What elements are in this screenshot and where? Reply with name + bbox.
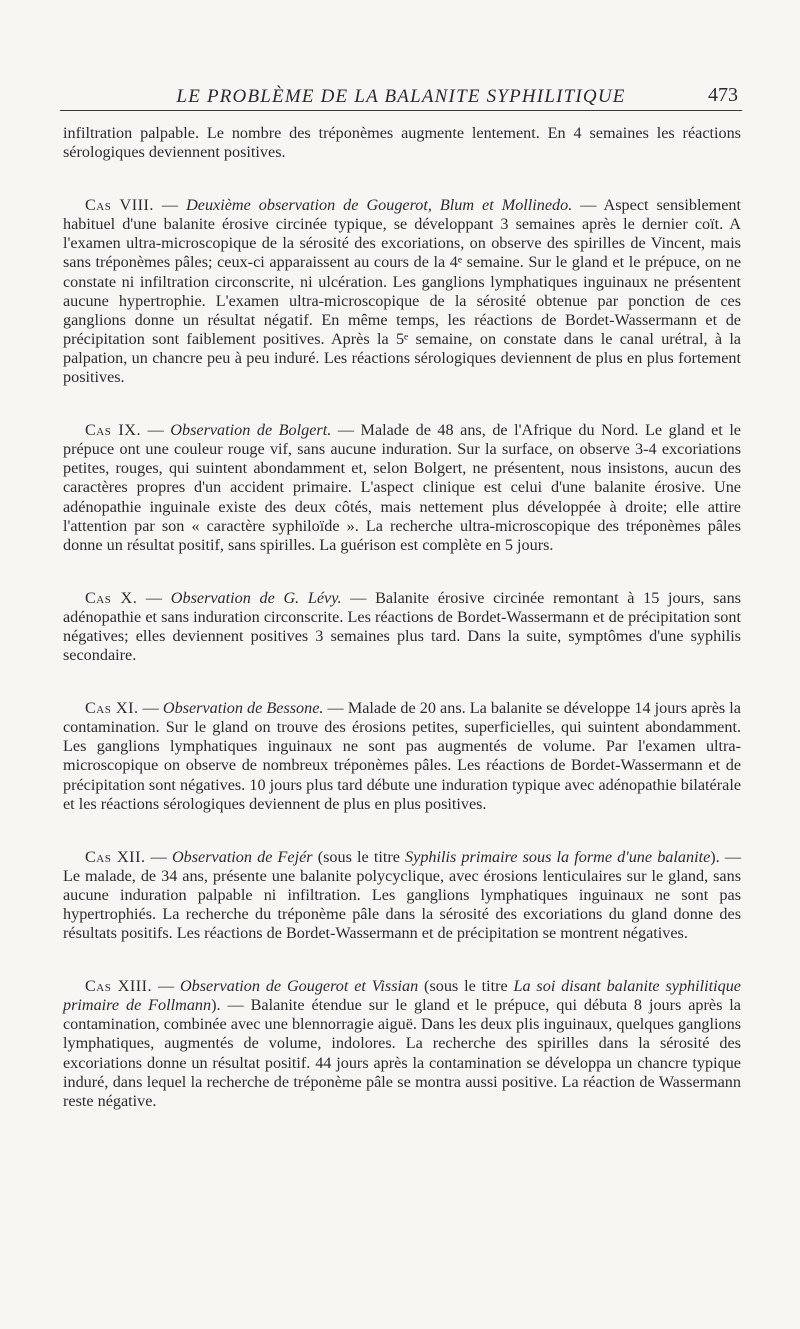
observation-title: Observation de Fejér	[171, 847, 313, 866]
observation-title-after: —	[331, 421, 361, 440]
observation-title-after: (sous le titre	[418, 977, 514, 996]
observation-subtitle-after: ). —	[710, 847, 742, 866]
observation-subtitle: La soi disant balanite syphilitique primaire de Follmann	[63, 977, 741, 1015]
case-label: Cas X.	[85, 588, 138, 607]
observation-title: Observation de Bessone.	[162, 699, 324, 718]
observation-title-after: (sous le titre	[312, 847, 406, 866]
case-dash: —	[153, 196, 187, 215]
case-text: Aspect sensiblement habituel d'une balanite érosive circinée typique, se développant 3 semaines après le dernier coït. A l'examen ultra-microscopique de la sérosité des excoriations, on observe des spirilles de Vincent, mais sans tréponèmes pâles; ceux-ci apparaissent au cours de la 4ᵉ semaine. Sur le gland et le prépuce, on ne constate ni infiltration circonscrite, ni ulcération. Les ganglions lymphatiques inguinaux ne présentent aucune hypertrophie. L'examen ultra-microscopique de la sérosité obtenue par ponction de ces ganglions donne un résultat négatif. En même temps, les réactions de Bordet-Wassermann et de précipitation sont faiblement positives. Après la 5ᵉ semaine, on constate dans le canal urétral, à la palpation, un chancre peu à peu induré. Les réactions sérologiques deviennent de plus en plus fortement positives.	[63, 196, 741, 387]
case-13	[63, 977, 741, 1111]
case-text: Malade de 20 ans. La balanite se développe 14 jours après la contamination. Sur le gland on trouve des érosions petites, superficielles, qui suintent abondamment. Les ganglions lymphatiques inguinaux ne sont pas augmentés de volume. Par l'examen ultra-microscopique on observe de nombreux tréponèmes pâles. Les réactions de Bordet-Wassermann et de précipitation sont négatives. 10 jours plus tard débute une induration typique avec adénopathie bilatérale et les réactions sérologiques deviennent de plus en plus positives.	[63, 699, 741, 813]
case-text: Balanite étendue sur le gland et le prépuce, qui débuta 8 jours après la contamination, combinée avec une blennorragie aiguë. Dans les deux plis inguinaux, quelques ganglions lymphatiques, augmentés de volume, indolores. La recherche des spirilles dans la sérosité des excoriations donne un résultat positif. 44 jours après la contamination se développa un chancre typique induré, dans lequel la recherche de tréponème pâle se montra aussi positive. La réaction de Wassermann reste négative.	[63, 996, 741, 1110]
case-dash: —	[145, 847, 172, 866]
case-label: Cas XIII.	[85, 977, 153, 996]
case-9	[63, 421, 741, 555]
observation-subtitle-after: ). —	[211, 996, 251, 1015]
observation-title: Observation de Gougerot et Vissian	[179, 977, 419, 996]
observation-title-after: —	[341, 588, 376, 607]
case-text: Malade de 48 ans, de l'Afrique du Nord. Le gland et le prépuce ont une couleur rouge vif, sans aucune induration. Sur la surface, on observe 3-4 excoriations petites, rouges, qui suintent abondamment et, selon Bolgert, ne présentent, nous insistons, aucun des caractères propres d'un accident primaire. L'aspect clinique est celui d'une balanite érosive. Une adénopathie inguinale existe des deux côtés, mais nettement plus développée à droite; elle attire l'attention par son « caractère syphiloïde ». La recherche ultra-microscopique des tréponèmes pâles donne un résultat positif, sans spirilles. La guérison est complète en 5 jours.	[63, 421, 741, 554]
case-dash: —	[138, 699, 163, 718]
case-text: Balanite érosive circinée remontant à 15 jours, sans adénopathie et sans induration circonscrite. Les réactions de Bordet-Wassermann et de précipitation sont négatives; elles deviennent positives 3 semaines plus tard. Dans la suite, symptômes d'une syphilis secondaire.	[63, 588, 741, 665]
case-12	[63, 848, 741, 943]
page-body	[63, 124, 741, 1145]
case-10	[63, 589, 741, 665]
running-title: LE PROBLÈME DE LA BALANITE SYPHILITIQUE	[176, 86, 626, 107]
case-label: Cas VIII.	[85, 196, 154, 215]
observation-title: Deuxième observation de Gougerot, Blum et Mollinedo.	[186, 196, 573, 215]
page-number: 473	[708, 84, 738, 106]
observation-title-after: —	[572, 196, 604, 215]
case-dash: —	[137, 588, 171, 607]
observation-title-after: —	[323, 699, 348, 718]
continuation-paragraph: infiltration palpable. Le nombre des tréponèmes augmente lentement. En 4 semaines les réactions sérologiques deviennent positives.	[63, 124, 741, 162]
case-dash: —	[141, 421, 171, 440]
observation-title: Observation de Bolgert.	[170, 421, 332, 440]
observation-title: Observation de G. Lévy.	[170, 588, 342, 607]
observation-subtitle: Syphilis primaire sous la forme d'une balanite	[405, 847, 711, 866]
case-8	[63, 196, 741, 387]
case-label: Cas IX.	[85, 421, 142, 440]
case-11	[63, 699, 741, 814]
case-text: Le malade, de 34 ans, présente une balanite polycyclique, avec érosions lenticulaires sur le gland, sans aucune induration palpable ni infiltration. Les ganglions lymphatiques inguinaux ne sont pas hypertrophiés. La recherche du tréponème pâle dans la sérosité des excoriations du gland donne des résultats positifs. Les réactions de Bordet-Wassermann et de précipitation se montrent négatives.	[63, 866, 741, 943]
page-header	[60, 80, 742, 111]
case-dash: —	[152, 977, 180, 996]
case-label: Cas XII.	[85, 847, 146, 866]
case-label: Cas XI.	[85, 699, 139, 718]
